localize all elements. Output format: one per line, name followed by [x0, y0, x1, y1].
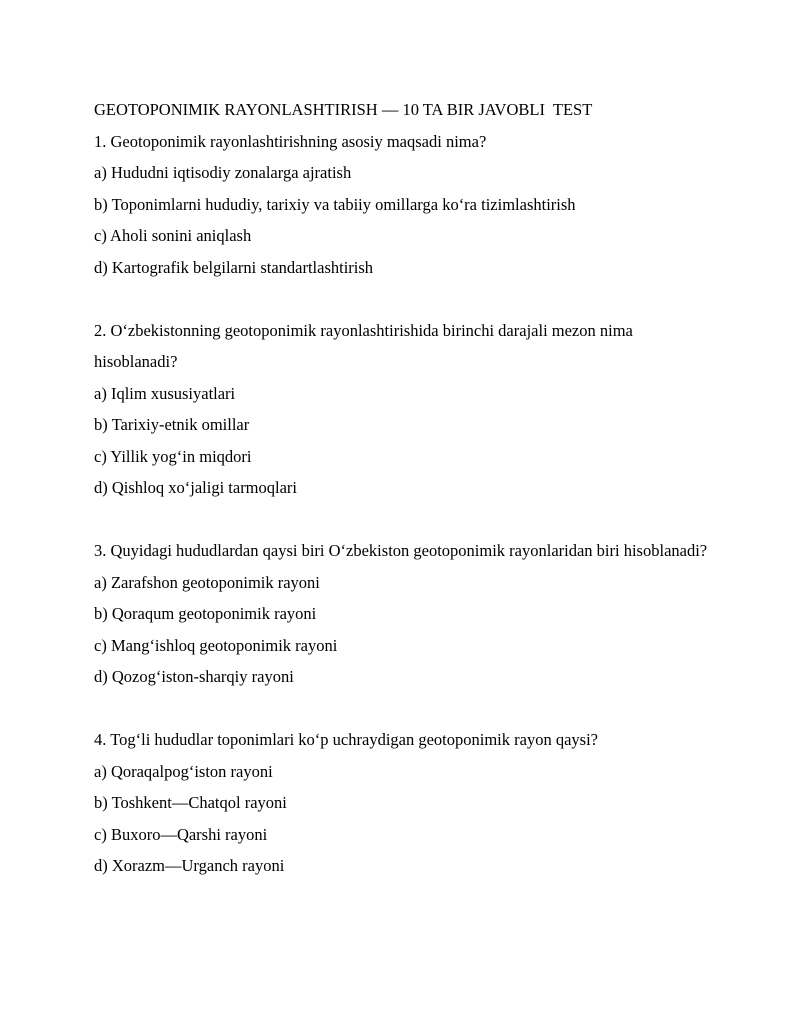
question-3-option-b: b) Qoraqum geotoponimik rayoni: [94, 604, 317, 623]
question-block-4: [94, 724, 708, 882]
question-3-text: 3. Quyidagi hududlardan qaysi biri O‘zbekiston geotoponimik rayonlaridan biri hisoblanadi?: [94, 541, 708, 560]
question-4-option-d: d) Xorazm—Urganch rayoni: [94, 856, 285, 875]
question-1-option-c: c) Aholi sonini aniqlash: [94, 226, 252, 245]
question-3-option-c: c) Mang‘ishloq geotoponimik rayoni: [94, 635, 338, 655]
question-1-text: 1. Geotoponimik rayonlashtirishning asosiy maqsadi nima?: [94, 131, 487, 151]
question-1-option-b: b) Toponimlarni hududiy, tarixiy va tabiiy omillarga ko‘ra tizimlashtirish: [94, 194, 576, 214]
question-4-option-c: c) Buxoro—Qarshi rayoni: [94, 824, 268, 844]
question-1-option-d: d) Kartografik belgilarni standartlashtirish: [94, 257, 374, 277]
question-2-option-a: a) Iqlim xususiyatlari: [94, 383, 236, 403]
question-block-2: [94, 315, 708, 504]
question-4-option-b: b) Toshkent—Chatqol rayoni: [94, 793, 287, 812]
question-3-option-d: d) Qozog‘iston-sharqiy rayoni: [94, 667, 294, 686]
question-block-3: [94, 535, 708, 693]
question-4-option-a: a) Qoraqalpog‘iston rayoni: [94, 761, 273, 781]
question-2-text: 2. O‘zbekistonning geotoponimik rayonlashtirishida birinchi darajali mezon nima hisoblanadi?: [94, 320, 633, 371]
question-block-1: [94, 126, 708, 284]
question-2-option-b: b) Tarixiy-etnik omillar: [94, 415, 250, 434]
question-3-option-a: a) Zarafshon geotoponimik rayoni: [94, 572, 320, 592]
document-title: GEOTOPONIMIK RAYONLASHTIRISH — 10 TA BIR JAVOBLI TEST: [94, 100, 593, 119]
question-2-option-c: c) Yillik yog‘in miqdori: [94, 446, 252, 466]
question-1-option-a: a) Hududni iqtisodiy zonalarga ajratish: [94, 163, 352, 182]
question-4-text: 4. Tog‘li hududlar toponimlari ko‘p uchraydigan geotoponimik rayon qaysi?: [94, 730, 598, 749]
question-2-option-d: d) Qishloq xo‘jaligi tarmoqlari: [94, 478, 298, 497]
